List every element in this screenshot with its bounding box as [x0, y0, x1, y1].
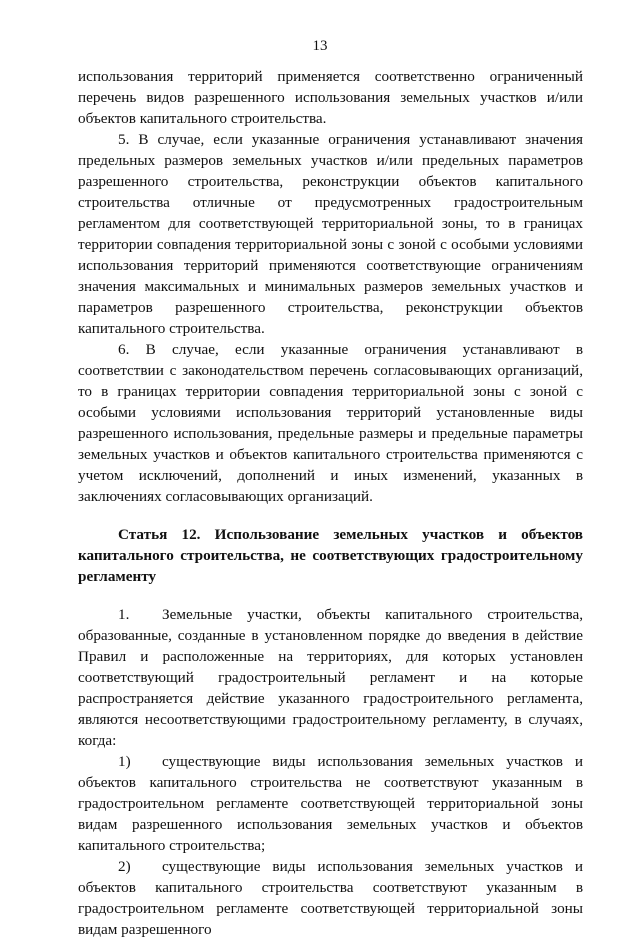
list-item-text: существующие виды использования земельных участков и объектов капитального строительства соответствуют указанным в градостроительном регламенте соответствующей территориальной зоны видам разрешенного [78, 858, 583, 938]
paragraph-6: 6. В случае, если указанные ограничения устанавливают в соответствии с законодательством перечень согласовывающих организаций, то в границах территории совпадения территориальной зоны с зоной с особыми условиями использования территорий установленные виды разрешенного использования, предельные размеры и предельные параметры земельных участков и объектов капитального строительства применяются с учетом исключений, дополнений и иных изменений, указанных в заключениях согласовывающих организаций. [78, 341, 583, 505]
paragraph-5: 5. В случае, если указанные ограничения устанавливают значения предельных размеров земельных участков и/или предельных параметров разрешенного строительства, реконструкции объектов капитального строительства отличные от предусмотренных градостроительным регламентом для соответствующей территориальной зоны, то в границах территории совпадения территориальной зоны с зоной с особыми условиями использования территорий применяются соответствующие ограничениям значения максимальных и минимальных размеров земельных участков и параметров разрешенного строительства, реконструкции объектов капитального строительства. [78, 131, 583, 337]
page-content [78, 66, 583, 940]
article-paragraph-1 [78, 604, 583, 751]
article-title: Статья 12. Использование земельных участков и объектов капитального строительства, не соответствующих градостроительному регламенту [78, 526, 583, 585]
list-item [78, 751, 583, 856]
paragraph-number: 1. [118, 606, 130, 623]
list-item-number: 1) [118, 753, 131, 770]
paragraph-continuation: использования территорий применяется соответственно ограниченный перечень видов разрешенного использования земельных участков и/или объектов капитального строительства. [78, 68, 583, 127]
paragraph-text: Земельные участки, объекты капитального строительства, образованные, созданные в установленном порядке до введения в действие Правил и расположенные на территориях, для которых установлен соответствующий градостроительный регламент и на которые распространяется действие указанного градостроительного регламента, являются несоответствующими градостроительному регламенту, в случаях, когда: [78, 606, 583, 749]
page-number: 13 [312, 38, 328, 54]
list-item-text: существующие виды использования земельных участков и объектов капитального строительства не соответствуют указанным в градостроительном регламенте соответствующей территориальной зоны видам разрешенного использования земельных участков и объектов капитального строительства; [78, 753, 583, 854]
list-item [78, 856, 583, 940]
list-item-number: 2) [118, 858, 131, 875]
